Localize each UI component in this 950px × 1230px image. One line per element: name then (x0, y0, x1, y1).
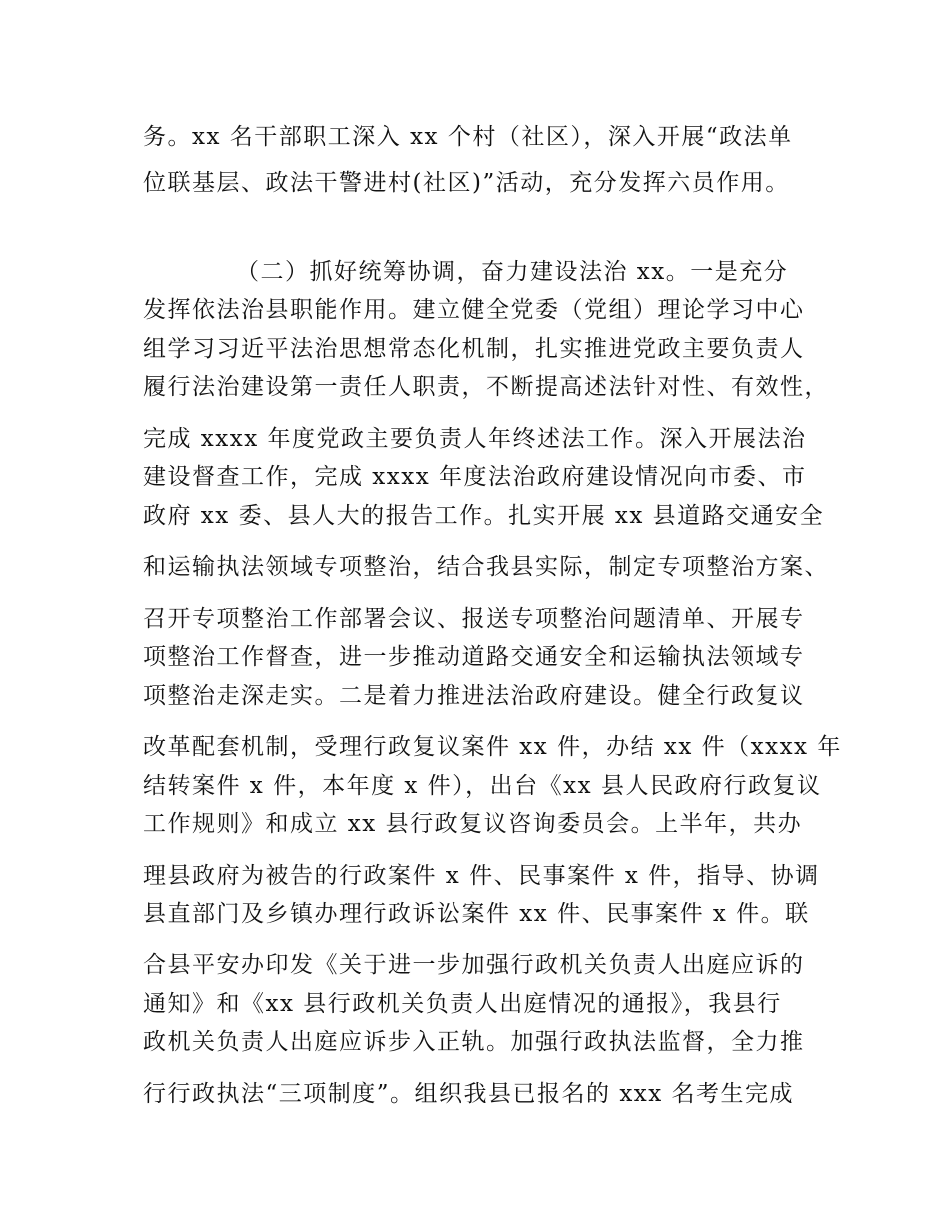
text-line: 政机关负责人出庭应诉步入正轨。加强行政执法监督，全力推 (143, 1029, 805, 1055)
text-line: 政府 xx 委、县人大的报告工作。扎实开展 xx 县道路交通安全 (143, 503, 825, 529)
text-line: 履行法治建设第一责任人职责，不断提高述法针对性、有效性， (143, 374, 829, 400)
text-line: 组学习习近平法治思想常态化机制，扎实推进党政主要负责人 (143, 336, 805, 362)
text-line: 位联基层、政法干警进村(社区)”活动，充分发挥六员作用。 (143, 170, 790, 196)
text-line: 县直部门及乡镇办理行政诉讼案件 xx 件、民事案件 x 件。联 (143, 901, 810, 927)
text-line: 改革配套机制，受理行政复议案件 xx 件，办结 xx 件（xxxx 年 (143, 734, 842, 760)
text-line: 和运输执法领域专项整治，结合我县实际，制定专项整治方案、 (143, 554, 829, 580)
text-line: 结转案件 x 件，本年度 x 件），出台《xx 县人民政府行政复议 (143, 773, 822, 799)
text-line: 务。xx 名干部职工深入 xx 个村（社区），深入开展“政法单 (143, 124, 793, 150)
text-line: 完成 xxxx 年度党政主要负责人年终述法工作。深入开展法治 (143, 426, 807, 452)
text-line: 理县政府为被告的行政案件 x 件、民事案件 x 件，指导、协调 (143, 863, 820, 889)
text-line: 项整治走深走实。二是着力推进法治政府建设。健全行政复议 (143, 683, 805, 709)
paragraph-heading-line: （二）抓好统筹协调，奋力建设法治 xx。一是充分 (236, 259, 789, 285)
text-line: 通知》和《xx 县行政机关负责人出庭情况的通报》，我县行 (143, 991, 782, 1017)
text-line: 发挥依法治县职能作用。建立健全党委（党组）理论学习中心 (143, 297, 805, 323)
text-line: 项整治工作督查，进一步推动道路交通安全和运输执法领域专 (143, 644, 805, 670)
text-line: 召开专项整治工作部署会议、报送专项整治问题清单、开展专 (143, 606, 805, 632)
text-line: 工作规则》和成立 xx 县行政复议咨询委员会。上半年，共办 (143, 811, 803, 837)
text-line: 合县平安办印发《关于进一步加强行政机关负责人出庭应诉的 (143, 952, 805, 978)
text-line: 行行政执法“三项制度”。组织我县已报名的 xxx 名考生完成 (143, 1081, 795, 1107)
text-line: 建设督查工作，完成 xxxx 年度法治政府建设情况向市委、市 (143, 464, 807, 490)
